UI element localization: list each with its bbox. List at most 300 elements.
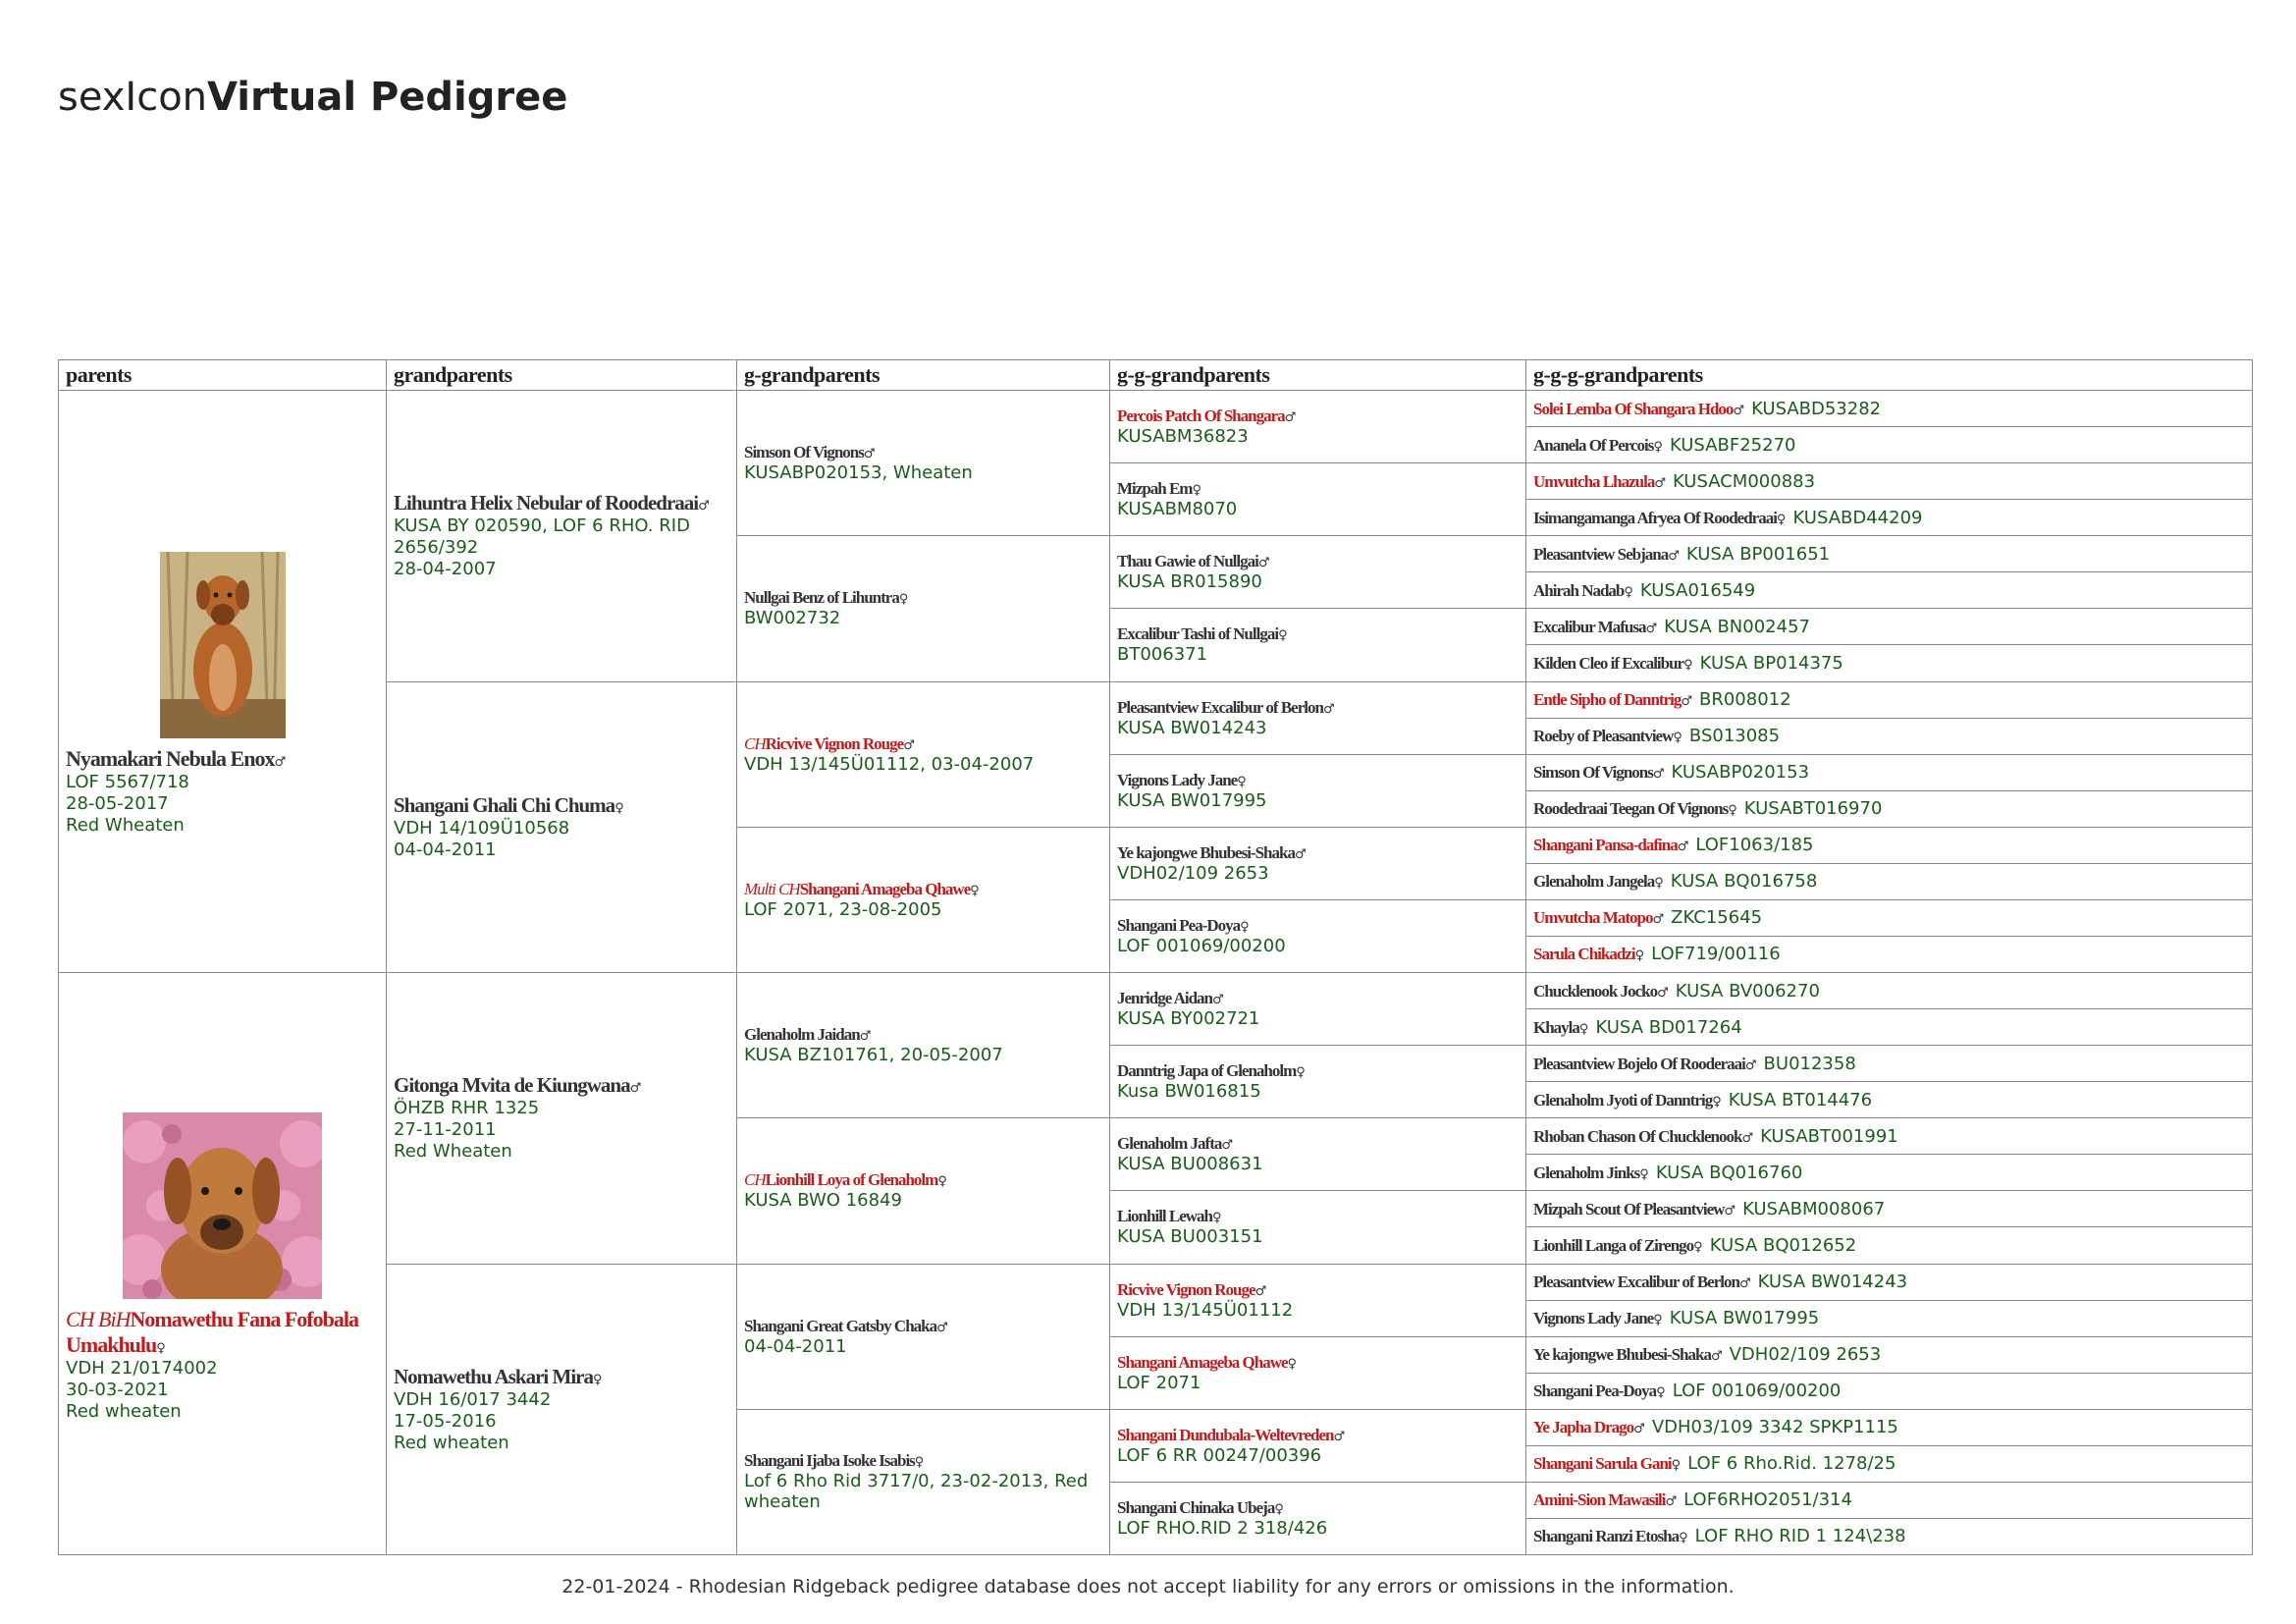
- g-g-g-grandparent-name: [1533, 1018, 1587, 1037]
- title-badge: Multi CH: [744, 879, 800, 898]
- dog-info: VDH 21/0174002: [66, 1358, 218, 1379]
- dog-name: Ricvive Vignon Rouge: [765, 733, 904, 753]
- sex-symbol: ♂: [1294, 846, 1306, 862]
- g-g-g-grandparent-cell: [1526, 1518, 2253, 1554]
- g-g-grandparent-cell: [1110, 1264, 1526, 1336]
- g-g-grandparent-name: [1117, 624, 1287, 643]
- dog-info: LOF 6 RR 00247/00396: [1117, 1444, 1322, 1466]
- g-g-g-grandparent-name: [1533, 581, 1632, 600]
- g-grandparent-cell: [737, 827, 1110, 972]
- dog-info: BS013085: [1688, 726, 1781, 747]
- g-g-grandparent-name: [1117, 771, 1246, 789]
- g-g-g-grandparent-cell: [1526, 827, 2253, 863]
- sex-symbol: ♂: [629, 1081, 641, 1097]
- g-g-g-grandparent-cell: [1526, 1227, 2253, 1264]
- dog-name: Khayla: [1533, 1017, 1579, 1037]
- dog-info: KUSA BQ016760: [1655, 1162, 1803, 1183]
- dog-info: VDH02/109 2653: [1729, 1344, 1882, 1366]
- sex-symbol: ♂: [1665, 1494, 1677, 1510]
- sex-symbol: ♀: [1274, 1501, 1283, 1517]
- g-grandparent-cell: [737, 391, 1110, 536]
- dog-info: KUSA016549: [1639, 579, 1756, 601]
- dog-info: LOF719/00116: [1651, 944, 1781, 965]
- g-g-grandparent-name: [1117, 1207, 1221, 1225]
- g-g-grandparent-name: [1117, 843, 1306, 862]
- dog-info: BU012358: [1763, 1053, 1856, 1074]
- g-g-grandparent-name: [1117, 698, 1334, 717]
- g-g-g-grandparent-cell: [1526, 899, 2253, 936]
- dog-info: LOF 001069/00200: [1672, 1380, 1842, 1402]
- g-g-g-grandparent-cell: [1526, 1409, 2253, 1445]
- sex-symbol: ♀: [1278, 628, 1287, 644]
- g-g-grandparent-name: [1117, 1353, 1296, 1372]
- sex-symbol: ♂: [274, 755, 286, 770]
- sex-symbol: ♀: [1653, 1313, 1662, 1328]
- g-g-g-grandparent-cell: [1526, 1482, 2253, 1518]
- g-g-g-grandparent-cell: [1526, 718, 2253, 754]
- g-g-grandparent-cell: [1110, 1191, 1526, 1264]
- g-g-g-grandparent-cell: [1526, 681, 2253, 718]
- dog-info: VDH 14/109Ü10568: [394, 817, 570, 839]
- dog-name: Roodedraai Teegan Of Vignons: [1533, 799, 1729, 819]
- dog-name: Shangani Pea-Doya: [1533, 1381, 1657, 1401]
- sex-symbol: ♂: [1652, 767, 1664, 783]
- g-g-grandparent-cell: [1110, 1482, 1526, 1554]
- dog-info: 28-05-2017: [66, 793, 169, 814]
- dog-info: KUSACM000883: [1672, 470, 1816, 492]
- rhodesian-ridgeback-portrait-photo: [66, 1112, 379, 1299]
- g-grandparent-name: [744, 734, 914, 753]
- dog-info: LOF 6 Rho.Rid. 1278/25: [1687, 1453, 1896, 1475]
- g-g-g-grandparent-name: [1533, 945, 1643, 963]
- sex-symbol: ♂: [1738, 1276, 1750, 1292]
- sex-symbol: ♀: [1578, 1021, 1588, 1037]
- g-grandparent-cell: [737, 1264, 1110, 1409]
- g-g-g-grandparent-cell: [1526, 500, 2253, 536]
- g-g-grandparent-cell: [1110, 973, 1526, 1046]
- dog-info: KUSA BY 020590, LOF 6 RHO. RID 2656/392: [394, 515, 690, 559]
- dog-name: Pleasantview Bojelo Of Rooderaai: [1533, 1054, 1745, 1073]
- g-grandparent-name: [744, 1451, 923, 1470]
- dog-name: Shangani Pansa-dafina: [1533, 836, 1678, 855]
- g-g-g-grandparent-cell: [1526, 1445, 2253, 1482]
- dog-name-line: [66, 746, 379, 772]
- grandparent-name: [394, 1073, 640, 1097]
- dog-info: ZKC15645: [1671, 907, 1763, 929]
- dog-name: Umvutcha Matopo: [1533, 908, 1653, 928]
- pedigree-row: [59, 1264, 2253, 1300]
- dog-info: KUSABM008067: [1742, 1198, 1886, 1219]
- dog-info: 04-04-2011: [744, 1335, 847, 1357]
- dog-name: Pleasantview Excalibur of Berlon: [1533, 1272, 1739, 1292]
- dog-info: KUSABP020153: [1671, 762, 1810, 784]
- dog-name: Ananela Of Percois: [1533, 435, 1654, 455]
- g-g-g-grandparent-cell: [1526, 1191, 2253, 1227]
- dog-name: Rhoban Chason Of Chucklenook: [1533, 1126, 1742, 1146]
- g-g-grandparent-cell: [1110, 391, 1526, 463]
- dog-name: Excalibur Mafusa: [1533, 617, 1646, 636]
- sex-symbol: ♂: [1733, 403, 1744, 418]
- dog-info: VDH 13/145Ü01112: [1117, 1299, 1294, 1321]
- dog-name: Shangani Great Gatsby Chaka: [744, 1316, 937, 1335]
- g-g-g-grandparent-cell: [1526, 1264, 2253, 1300]
- dog-info: LOF6RHO2051/314: [1683, 1489, 1852, 1511]
- sex-symbol: ♀: [1671, 1458, 1681, 1474]
- sex-symbol: ♀: [970, 883, 979, 898]
- dog-info: KUSABT016970: [1743, 798, 1883, 820]
- page-title: [58, 75, 567, 120]
- dam-cell: [59, 973, 387, 1555]
- g-g-g-grandparent-name: [1533, 509, 1785, 527]
- g-g-g-grandparent-cell: [1526, 391, 2253, 427]
- dog-name: Ye kajongwe Bhubesi-Shaka: [1533, 1345, 1711, 1365]
- sex-symbol: ♀: [1237, 774, 1246, 789]
- dog-name-line: [744, 880, 1102, 899]
- g-g-g-grandparent-name: [1533, 799, 1736, 818]
- dog-name: Ye kajongwe Bhubesi-Shaka: [1117, 842, 1295, 862]
- pedigree-table: [58, 359, 2253, 1555]
- dog-info: VDH02/109 2653: [1117, 862, 1269, 884]
- dog-name: Simson Of Vignons: [744, 443, 864, 462]
- title-badge: CH BiH: [66, 1307, 131, 1331]
- dog-name: Pleasantview Excalibur of Berlon: [1117, 697, 1323, 717]
- dog-info: KUSABM36823: [1117, 426, 1249, 448]
- g-g-g-grandparent-cell: [1526, 1155, 2253, 1191]
- g-g-g-grandparent-name: [1533, 1418, 1644, 1436]
- dog-info: LOF RHO RID 1 124\238: [1694, 1526, 1906, 1547]
- dog-name: Thau Gawie of Nullgai: [1117, 552, 1258, 571]
- g-grandparent-name: [744, 588, 907, 607]
- g-grandparent-cell: [737, 536, 1110, 681]
- dog-name-line: [1117, 1061, 1519, 1081]
- g-g-grandparent-name: [1117, 1134, 1232, 1153]
- g-g-g-grandparent-name: [1533, 872, 1663, 891]
- sex-symbol: ♂: [1633, 1422, 1644, 1437]
- dog-info: KUSA BW014243: [1757, 1272, 1908, 1293]
- footer-disclaimer: 22-01-2024 - Rhodesian Ridgeback pedigree database does not accept liability for any errors or omissions in the information.: [561, 1576, 1735, 1597]
- dog-info: Red wheaten: [66, 1401, 182, 1422]
- dog-info: 17-05-2016: [394, 1410, 497, 1432]
- g-g-g-grandparent-name: [1533, 654, 1692, 673]
- dog-info: KUSA BU003151: [1117, 1226, 1263, 1248]
- dog-name-line: [1117, 1280, 1519, 1300]
- dog-info: KUSA BQ012652: [1709, 1234, 1857, 1256]
- g-grandparent-cell: [737, 973, 1110, 1118]
- sex-symbol: ♀: [1673, 731, 1682, 746]
- g-g-g-grandparent-name: [1533, 727, 1682, 745]
- g-g-g-grandparent-name: [1533, 836, 1687, 854]
- dog-info: KUSABT001991: [1760, 1125, 1898, 1147]
- dog-info: Lof 6 Rho Rid 3717/0, 23-02-2013, Red wheaten: [744, 1471, 1089, 1513]
- dog-info: VDH03/109 3342 SPKP1115: [1651, 1417, 1898, 1438]
- g-g-g-grandparent-name: [1533, 1309, 1662, 1327]
- g-g-g-grandparent-name: [1533, 690, 1691, 709]
- dog-name: Solei Lemba Of Shangara Hdoo: [1533, 399, 1734, 418]
- dog-info: Red Wheaten: [66, 815, 185, 836]
- g-g-grandparent-name: [1117, 1061, 1305, 1080]
- dog-name-line: [1117, 916, 1519, 936]
- dog-info: KUSA BY002721: [1117, 1008, 1260, 1030]
- dog-name-line: [1117, 698, 1519, 718]
- g-g-grandparent-name: [1117, 1498, 1283, 1517]
- dog-info: KUSA BP001651: [1685, 543, 1831, 565]
- dog-name: Sarula Chikadzi: [1533, 945, 1635, 964]
- g-g-g-grandparent-name: [1533, 400, 1743, 418]
- dog-info: KUSA BWO 16849: [744, 1190, 902, 1212]
- grandparent-name: [394, 1365, 602, 1388]
- dog-name-line: [1117, 624, 1519, 644]
- g-g-grandparent-name: [1117, 406, 1295, 425]
- sex-symbol: ♀: [1654, 876, 1663, 892]
- g-g-grandparent-name: [1117, 989, 1223, 1007]
- dog-name-line: [1117, 406, 1519, 426]
- dog-name-line: [1117, 989, 1519, 1008]
- g-g-g-grandparent-name: [1533, 908, 1663, 927]
- dog-info: KUSA BV006270: [1675, 980, 1820, 1001]
- g-g-g-grandparent-cell: [1526, 609, 2253, 645]
- sex-symbol: ♂: [1741, 1130, 1753, 1146]
- dog-info: 27-11-2011: [394, 1119, 497, 1141]
- sex-symbol: ♂: [1668, 548, 1679, 564]
- dog-info: KUSA BW014243: [1117, 717, 1267, 738]
- dog-name: Pleasantview Sebjana: [1533, 544, 1669, 564]
- dog-name: Nomawethu Askari Mira: [394, 1364, 593, 1388]
- sex-symbol: ♂: [1212, 993, 1223, 1008]
- sex-symbol: ♀: [614, 800, 623, 816]
- sex-symbol: ♂: [698, 499, 709, 514]
- g-g-grandparent-cell: [1110, 754, 1526, 827]
- dog-info: KUSA BP014375: [1699, 652, 1843, 674]
- sex-symbol: ♂: [1257, 556, 1269, 571]
- dog-name: Glenaholm Jinks: [1533, 1163, 1640, 1182]
- sex-symbol: ♂: [863, 447, 875, 462]
- g-grandparent-cell: [737, 681, 1110, 827]
- col-header-g-g-g-grandparents: g-g-g-grandparents: [1526, 360, 2253, 391]
- dog-name: Jenridge Aidan: [1117, 989, 1212, 1008]
- dog-info: KUSA BW017995: [1669, 1308, 1820, 1329]
- dog-name: Excalibur Tashi of Nullgai: [1117, 624, 1279, 644]
- g-g-grandparent-cell: [1110, 1336, 1526, 1409]
- sex-symbol: ♂: [1333, 1429, 1345, 1444]
- g-g-g-grandparent-name: [1533, 1236, 1702, 1255]
- title-badge: CH: [744, 1170, 766, 1190]
- sex-symbol: ♂: [903, 737, 914, 753]
- dog-info: KUSA BR015890: [1117, 571, 1262, 593]
- dog-info: KUSA BD017264: [1595, 1016, 1742, 1038]
- dog-name: Shangani Ghali Chi Chuma: [394, 792, 615, 817]
- sex-symbol: ♂: [1645, 621, 1657, 636]
- g-g-grandparent-cell: [1110, 681, 1526, 754]
- dog-name: Glenaholm Jaidan: [744, 1025, 860, 1045]
- dog-name-line: [1117, 1134, 1519, 1154]
- sex-symbol: ♂: [1221, 1138, 1233, 1154]
- dog-name: Shangani Amageba Qhawe: [799, 879, 971, 898]
- g-g-g-grandparent-cell: [1526, 1082, 2253, 1118]
- dog-name: Danntrig Japa of Glenaholm: [1117, 1061, 1297, 1081]
- col-header-grandparents: grandparents: [387, 360, 737, 391]
- dog-name-line: [744, 1451, 1102, 1471]
- dog-info: LOF 5567/718: [66, 772, 189, 792]
- dog-name: Kilden Cleo if Excalibur: [1533, 653, 1684, 673]
- header-row: [59, 360, 2253, 391]
- sex-symbol: ♀: [914, 1455, 924, 1471]
- dog-info: Red Wheaten: [394, 1141, 512, 1163]
- sex-symbol: ♀: [937, 1174, 946, 1190]
- g-g-g-grandparent-name: [1533, 472, 1665, 491]
- dog-name-line: [744, 1025, 1102, 1045]
- dog-name: Lihuntra Helix Nebular of Roodedraai: [394, 491, 699, 515]
- g-g-g-grandparent-cell: [1526, 1336, 2253, 1373]
- dog-info: KUSABF25270: [1669, 434, 1796, 456]
- grandparent-cell: [387, 391, 737, 682]
- dog-name-line: [1117, 1426, 1519, 1445]
- dog-name: Vignons Lady Jane: [1117, 770, 1238, 789]
- dog-info: KUSA BT014476: [1728, 1089, 1873, 1110]
- g-g-grandparent-cell: [1110, 899, 1526, 972]
- sex-symbol: ♂: [1681, 694, 1691, 710]
- sex-symbol: ♂: [1657, 985, 1668, 1001]
- dog-name: Lionhill Lewah: [1117, 1207, 1213, 1226]
- dog-info: KUSA BU008631: [1117, 1154, 1263, 1175]
- col-header-g-g-grandparents: g-g-grandparents: [1110, 360, 1526, 391]
- sire-cell: [59, 391, 387, 973]
- title-prefix: sexIcon: [58, 75, 208, 120]
- sex-symbol: ♀: [1639, 1166, 1648, 1182]
- sex-symbol: ♂: [936, 1320, 947, 1335]
- sex-symbol: ♀: [1192, 483, 1201, 499]
- rhodesian-ridgeback-sitting-photo: [66, 552, 379, 738]
- dog-name: Nomawethu Fana Fofobala Umakhulu: [66, 1307, 358, 1357]
- grandparent-name: [394, 793, 623, 817]
- dog-name: Gitonga Mvita de Kiungwana: [394, 1073, 630, 1098]
- dog-name-line: [744, 443, 1102, 462]
- dog-info: 28-04-2007: [394, 559, 497, 580]
- col-header-parents: parents: [59, 360, 387, 391]
- g-g-g-grandparent-cell: [1526, 936, 2253, 972]
- grandparent-name: [394, 491, 709, 514]
- dog-info: KUSA BQ016758: [1670, 871, 1818, 893]
- dog-info: BR008012: [1699, 689, 1791, 711]
- dog-name: Shangani Chinaka Ubeja: [1117, 1497, 1275, 1517]
- sex-symbol: ♀: [1287, 1356, 1297, 1372]
- parent-name: [66, 746, 285, 771]
- dog-name-line: [394, 1073, 729, 1098]
- dog-name: Glenaholm Jangela: [1533, 872, 1655, 892]
- dog-name-line: [1117, 479, 1519, 499]
- g-g-g-grandparent-cell: [1526, 973, 2253, 1009]
- dog-name: Vignons Lady Jane: [1533, 1309, 1654, 1328]
- sex-symbol: ♀: [1712, 1094, 1721, 1110]
- dog-info: KUSABD53282: [1751, 398, 1882, 419]
- dog-name: Ahirah Nadab: [1533, 580, 1625, 600]
- dog-name-line: [66, 1307, 379, 1358]
- g-g-grandparent-name: [1117, 1280, 1265, 1299]
- dog-name: Lionhill Langa of Zirengo: [1533, 1235, 1694, 1255]
- g-g-grandparent-cell: [1110, 536, 1526, 609]
- dog-info: LOF1063/185: [1695, 835, 1814, 856]
- dog-info: 04-04-2011: [394, 839, 497, 860]
- sex-symbol: ♀: [1634, 948, 1644, 964]
- dog-name-line: [1117, 771, 1519, 790]
- sex-symbol: ♀: [1728, 803, 1736, 819]
- g-g-g-grandparent-cell: [1526, 790, 2253, 827]
- g-g-g-grandparent-name: [1533, 1200, 1735, 1218]
- g-g-g-grandparent-name: [1533, 1345, 1722, 1364]
- dog-name-line: [744, 734, 1102, 754]
- g-g-grandparent-name: [1117, 1426, 1344, 1444]
- grandparent-cell: [387, 973, 737, 1265]
- sex-symbol: ♀: [1693, 1239, 1702, 1255]
- sex-symbol: ♀: [1679, 1531, 1687, 1546]
- dog-info: BT006371: [1117, 644, 1208, 666]
- dog-info: Kusa BW016815: [1117, 1081, 1261, 1103]
- g-g-grandparent-cell: [1110, 1118, 1526, 1191]
- sex-symbol: ♀: [1683, 657, 1692, 673]
- dog-info: VDH 13/145Ü01112, 03-04-2007: [744, 753, 1035, 775]
- dog-info: KUSABD44209: [1792, 507, 1923, 528]
- g-g-g-grandparent-cell: [1526, 1118, 2253, 1155]
- g-g-g-grandparent-cell: [1526, 427, 2253, 463]
- dog-info: KUSABM8070: [1117, 499, 1238, 520]
- dog-info: LOF 001069/00200: [1117, 935, 1286, 956]
- g-grandparent-name: [744, 443, 875, 461]
- g-g-g-grandparent-name: [1533, 1055, 1756, 1073]
- col-header-g-grandparents: g-grandparents: [737, 360, 1110, 391]
- dog-name: Entle Sipho of Danntrig: [1533, 690, 1682, 710]
- dog-name: Nyamakari Nebula Enox: [66, 746, 275, 771]
- dog-name: Mizpah Em: [1117, 479, 1193, 499]
- sex-symbol: ♀: [156, 1341, 165, 1356]
- sex-symbol: ♂: [1322, 701, 1334, 717]
- g-g-grandparent-cell: [1110, 463, 1526, 536]
- sex-symbol: ♀: [1653, 439, 1662, 455]
- dog-info: LOF 2071: [1117, 1372, 1201, 1393]
- dog-info: Red wheaten: [394, 1432, 509, 1453]
- g-g-g-grandparent-name: [1533, 1091, 1721, 1110]
- g-g-g-grandparent-name: [1533, 1527, 1687, 1545]
- g-grandparent-cell: [737, 1118, 1110, 1264]
- dog-name-line: [1117, 552, 1519, 571]
- g-g-g-grandparent-cell: [1526, 572, 2253, 609]
- dog-name: Mizpah Scout Of Pleasantview: [1533, 1199, 1725, 1218]
- g-g-grandparent-cell: [1110, 1409, 1526, 1482]
- sex-symbol: ♂: [859, 1029, 871, 1045]
- title-badge: CH: [744, 733, 766, 753]
- g-g-grandparent-name: [1117, 479, 1201, 498]
- dog-name: Simson Of Vignons: [1533, 763, 1653, 783]
- dog-name: Umvutcha Lhazula: [1533, 471, 1655, 491]
- dog-name: Shangani Dundubala-Weltevreden: [1117, 1425, 1334, 1444]
- dog-name: Shangani Ijaba Isoke Isabis: [744, 1451, 915, 1471]
- g-g-g-grandparent-cell: [1526, 1300, 2253, 1336]
- g-g-grandparent-cell: [1110, 827, 1526, 899]
- g-g-g-grandparent-name: [1533, 545, 1679, 564]
- parent-name: [66, 1307, 358, 1357]
- g-g-grandparent-name: [1117, 916, 1249, 935]
- dog-info: VDH 16/017 3442: [394, 1388, 552, 1410]
- sex-symbol: ♂: [1255, 1283, 1266, 1299]
- sex-symbol: ♀: [1656, 1385, 1665, 1401]
- g-g-g-grandparent-name: [1533, 982, 1668, 1001]
- g-g-g-grandparent-name: [1533, 618, 1656, 636]
- dog-name-line: [394, 1365, 729, 1389]
- g-g-g-grandparent-name: [1533, 436, 1662, 455]
- sex-symbol: ♂: [1284, 410, 1296, 426]
- g-g-g-grandparent-cell: [1526, 754, 2253, 790]
- sex-symbol: ♀: [1296, 1065, 1305, 1081]
- sex-symbol: ♂: [1652, 912, 1664, 928]
- g-g-g-grandparent-cell: [1526, 645, 2253, 681]
